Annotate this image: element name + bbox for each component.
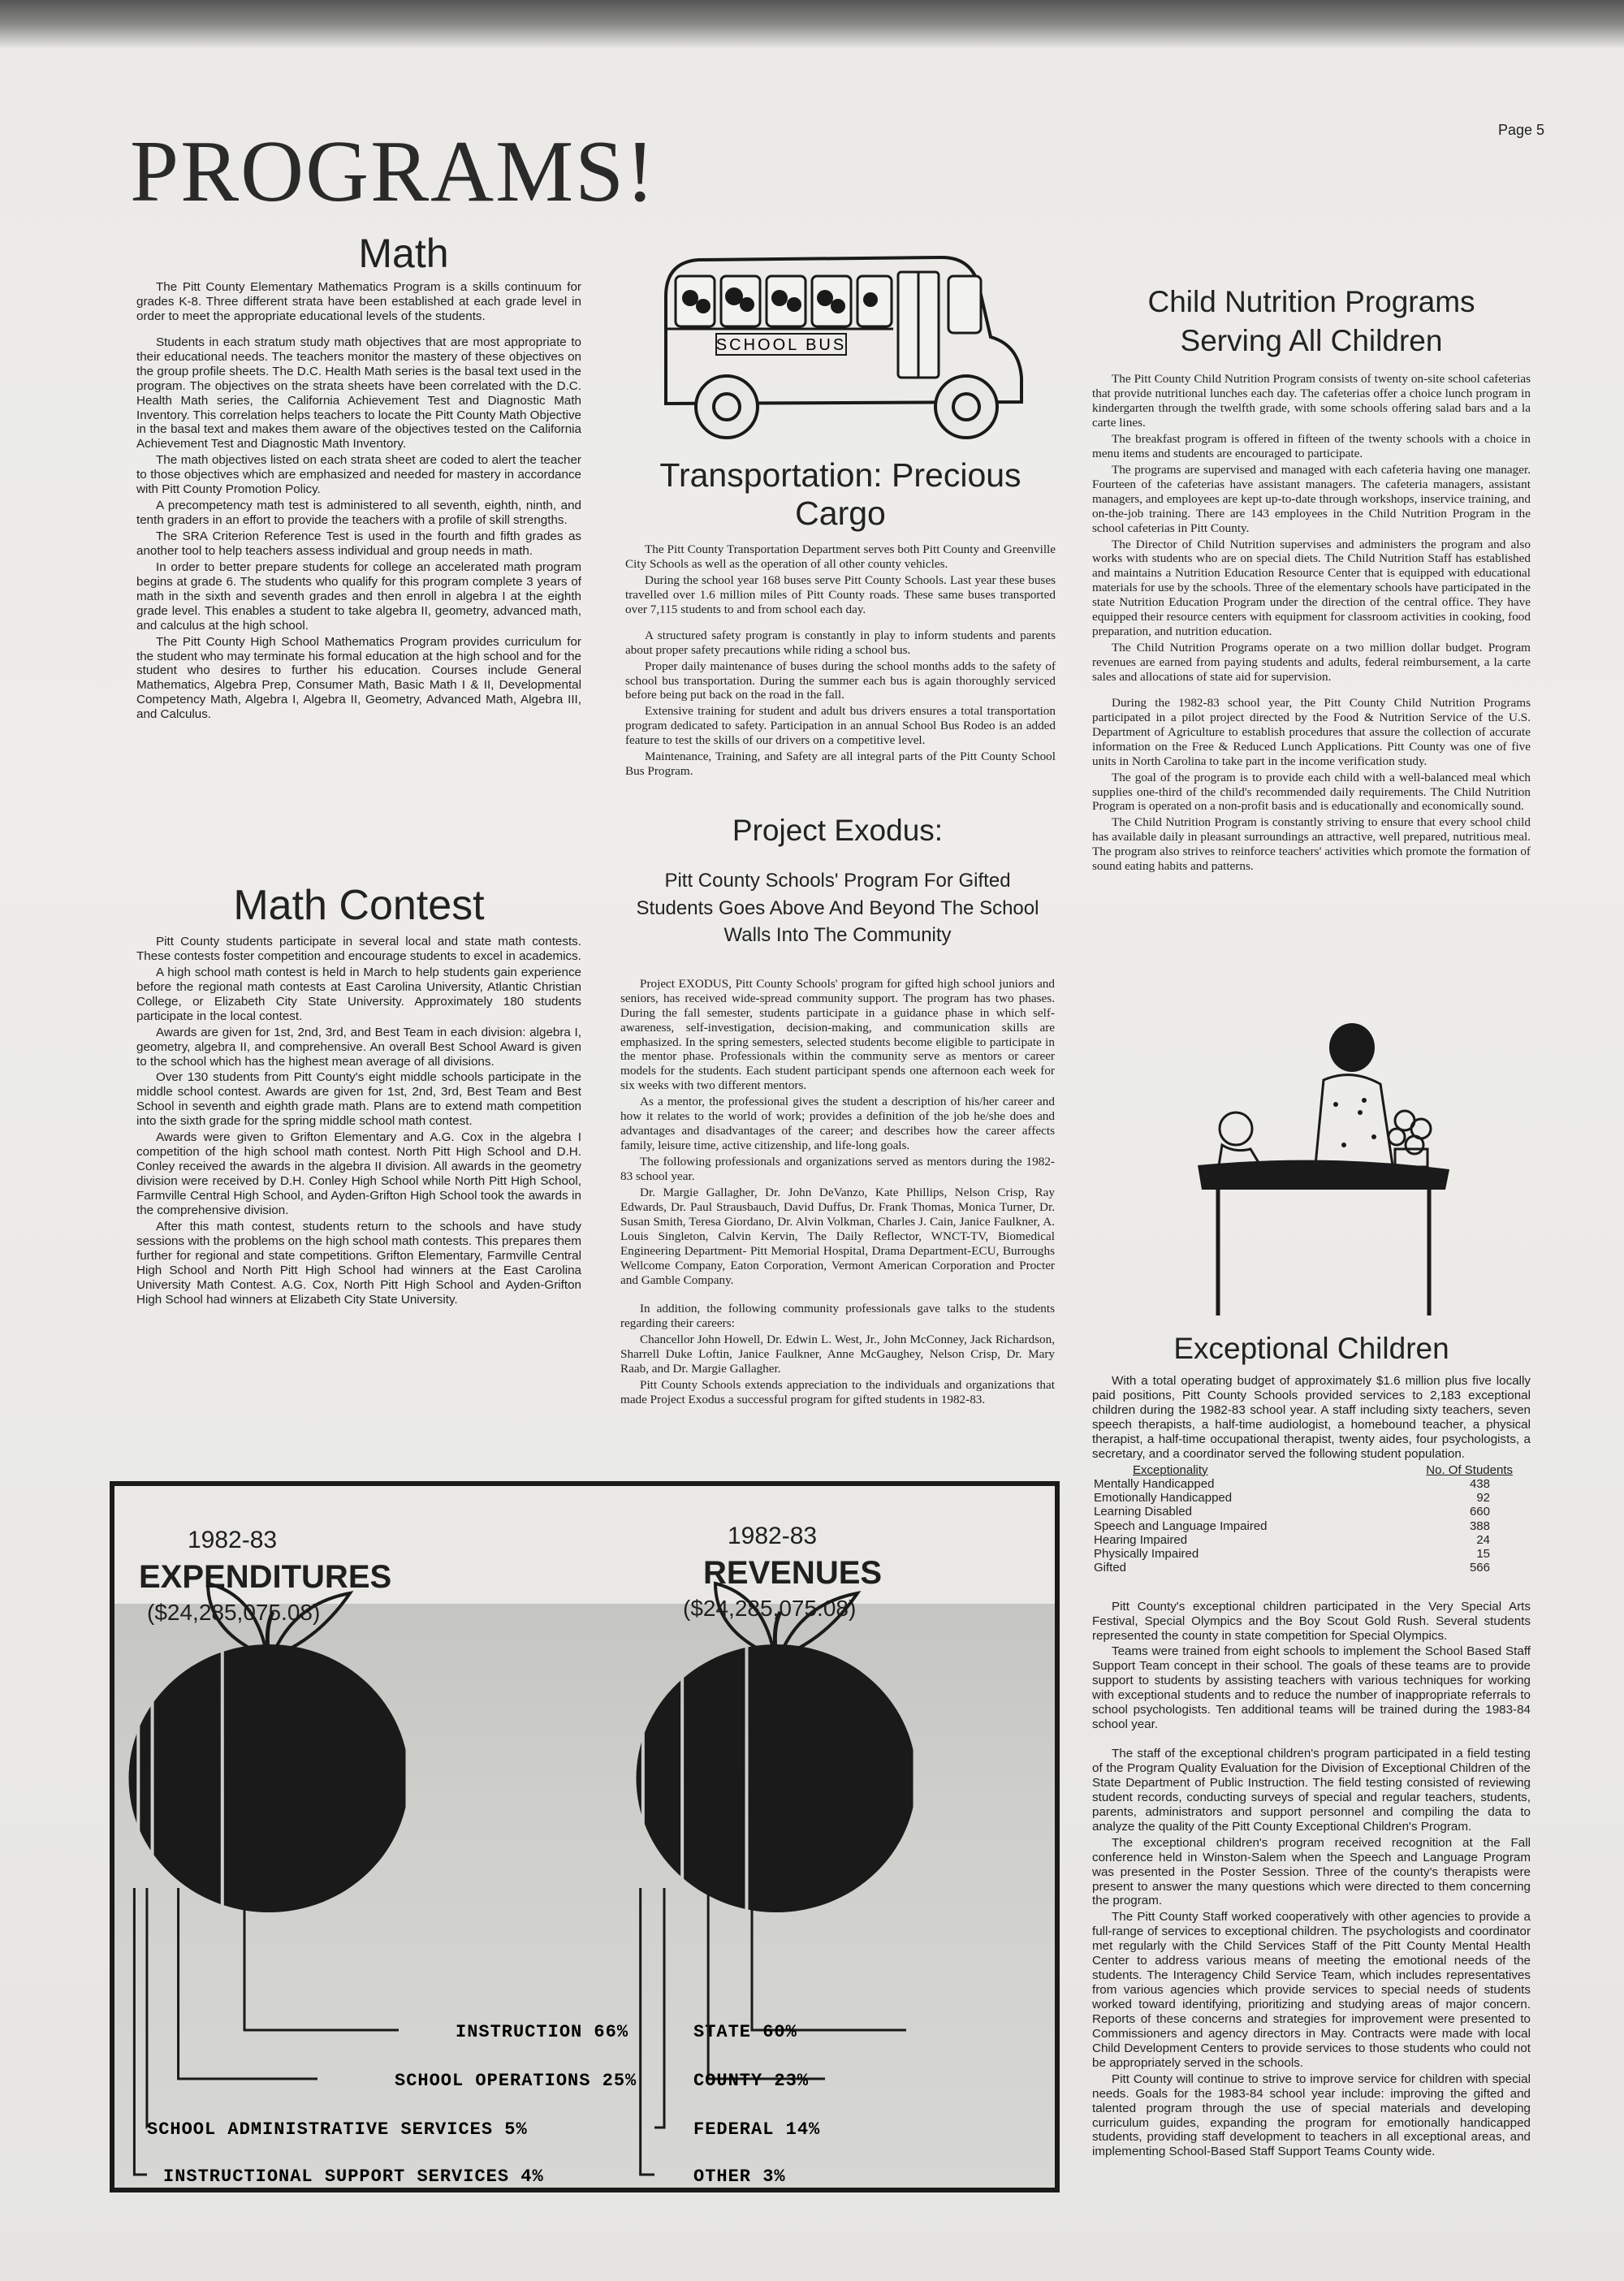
nutrition-heading: Child Nutrition Programs Serving All Children [1147, 285, 1475, 358]
expenditures-leader-line [179, 1888, 317, 2079]
transportation-body [625, 542, 1056, 779]
nutrition-paragraph: During the 1982-83 school year, the Pitt County Child Nutrition Programs participated in a pilot project directed by the Food & Nutrition Service of the U.S. Department of Agriculture to establish procedures that assure the collection of accurate information on the Free & Reduced Lunch Applications. Pitt County was one of five units in North Carolina to take part in the income verification study. [1092, 695, 1531, 768]
math-paragraph: The Pitt County Elementary Mathematics Program is a skills continuum for grades K-8. Three different strata have been established at each grade level in order to meet the appropriate educational levels of the students. [136, 280, 581, 323]
table-row [1092, 1477, 1514, 1491]
revenues-leader-line [708, 1888, 825, 2079]
transportation-paragraph: Maintenance, Training, and Safety are all integral parts of the Pitt County School Bus Program. [625, 750, 1056, 779]
transportation-article [625, 456, 1056, 780]
exodus-paragraph: In addition, the following community professionals gave talks to the students regarding their careers: [620, 1302, 1055, 1331]
math-paragraph: The math objectives listed on each strata sheet are coded to alert the teacher to those objectives which are emphasized and needed for mastery in accordance with Pitt County Promotion Policy. [136, 453, 581, 497]
student-count: 566 [1469, 1561, 1490, 1575]
transportation-paragraph: Proper daily maintenance of buses during the school months adds to the safety of school bus transportation. During the summer each bus is again thoroughly serviced before being put back on the road in the fall. [625, 659, 1056, 702]
revenues-title: REVENUES [703, 1555, 883, 1591]
nutrition-paragraph: The breakfast program is offered in fifteen of the twenty schools with a choice in menu items and students are encouraged to participate. [1092, 431, 1531, 460]
exodus-paragraph: Dr. Margie Gallagher, Dr. John DeVanzo, Kate Phillips, Nelson Crisp, Ray Edwards, Dr. Paul Strausbauch, David Duffus, Dr. Frank Thomas, Monica Turner, Dr. Susan Smith, Teresa Giordano, Dr. Alvin Volkman, Charles J. Cain, Janice Faulkner, A. Louis Singleton, Calvin Kervin, The Daily Reflector, WNCT-TV, Biomedical Engineering Department- Pitt Memorial Hospital, Drama Department-ECU, Burroughs Wellcome Company, Eaton Corporation, Vermont American Corporation and Procter and Gamble Company. [620, 1185, 1055, 1287]
exodus-body [620, 977, 1055, 1407]
transportation-paragraph: During the school year 168 buses serve Pitt County Schools. Last year these buses travelled over 1.6 million miles of Pitt County roads. These same buses transported over 7,115 students to and from school each day. [625, 572, 1056, 616]
math-paragraph: The SRA Criterion Reference Test is used in the fourth and fifth grades as another tool to help teachers assess individual and group needs in math. [136, 529, 581, 558]
nutrition-paragraph: The Child Nutrition Programs operate on a two million dollar budget. Program revenues are earned from paying students and adults, federal reimbursement, a la carte sales and allocations of state aid for supervision. [1092, 641, 1531, 684]
bus-sign: SCHOOL BUS [715, 336, 847, 354]
math-contest-heading: Math Contest [233, 882, 485, 929]
expenditures-year: 1982-83 [188, 1527, 278, 1553]
expenditures-slice [129, 1632, 137, 1925]
exceptional-body [1092, 1374, 1531, 2159]
student-count: 24 [1476, 1532, 1490, 1547]
math-contest-paragraph: Pitt County students participate in several local and state math contests. These contests foster competition and encourage students to excel in academics. [136, 935, 581, 963]
math-paragraph: In order to better prepare students for college an accelerated math program begins at grade 6. The students who qualify for this program complete 3 years of math in the sixth and seventh grades and then enroll in algebra I at the eighth grade level. This enables a student to take algebra II, geometry, advanced math, and calculus at the high school. [136, 559, 581, 633]
transportation-heading: Transportation: Precious Cargo [659, 456, 1021, 532]
math-contest-body [136, 935, 581, 1307]
exodus-paragraph: As a mentor, the professional gives the student a description of his/her career and how it relates to the world of work; provides a definition of the job he/she does and advantages and disadvantages of the career; and describes how the career affects family, leisure time, active citizenship, and life-long goals. [620, 1095, 1055, 1153]
math-contest-paragraph: A high school math contest is held in March to help students gain experience before the regional math contests at East Carolina University, Atlantic Christian College, or Elizabeth City State University. Approximately 180 students participate in the local contest. [136, 965, 581, 1023]
exceptionality-label: Physically Impaired [1094, 1547, 1199, 1562]
exceptional-paragraph: The exceptional children's program received recognition at the Fall conference held in Winston-Salem when the Speech and Language Program was presented in the Poster Session. Three of the county's therapists were present to answer the many questions which were directed to them concerning the program. [1092, 1835, 1531, 1908]
exodus-article [620, 814, 1055, 1409]
table-header-exceptionality: Exceptionality [1133, 1462, 1208, 1477]
student-count: 660 [1469, 1505, 1490, 1519]
math-contest-paragraph: Awards were given to Grifton Elementary and A.G. Cox in the algebra I competition of the high school math contest. North Pitt High School and D.H. Conley received the awards in the algebra II division. All awards in the geometry division were received by D.H. Conley High School while North Pitt High School, Farmville Central High School, and Ayden-Grifton High School took the awards in the comprehensive division. [136, 1130, 581, 1217]
exceptional-intro: With a total operating budget of approximately $1.6 million plus five locally paid positions, Pitt County Schools provided services to 2,183 exceptional children during the 1982-83 school year. A staff including sixty teachers, seven speech therapists, a half-time audiologist, a homebound teacher, a physical therapist, a half-time occupational therapist, twenty aides, four psychologists, a secretary, and a coordinator served the following student population. [1092, 1374, 1531, 1461]
expenditures-leader-line [134, 1888, 147, 2175]
math-paragraph: Students in each stratum study math objectives that are most appropriate to their educational needs. The teachers monitor the mastery of these objectives on the group profile sheets. The D.C. Health Math series is the basal text used in the program. The objectives on the strata sheets have been correlated with the D.C. Health Math series, the California Achievement Test and Diagnostic Math Inventory. This correlation helps teachers to locate the Pitt County Math Objective in the basal text and makes them aware of the objectives tested on the California Achievement Test and Diagnostic Math Inventory. [136, 335, 581, 451]
expenditures-slice [140, 1632, 150, 1925]
expenditures-legend-label: SCHOOL ADMINISTRATIVE SERVICES 5% [147, 2119, 528, 2140]
exceptionality-label: Emotionally Handicapped [1094, 1491, 1233, 1506]
revenues-slice [684, 1632, 745, 1925]
table-header-count: No. Of Students [1426, 1462, 1513, 1477]
apple-charts-svg [114, 1486, 1055, 2188]
student-count: 438 [1469, 1476, 1490, 1491]
exodus-heading: Project Exodus: [732, 814, 944, 847]
math-contest-article [136, 881, 581, 1308]
transportation-paragraph: Extensive training for student and adult bus drivers ensures a total transportation program dedicated to safety. Participation in an annual School Bus Rodeo is an added feature to test the skills of our drivers on a competitive level. [625, 704, 1056, 748]
table-row [1092, 1505, 1514, 1519]
exceptionality-label: Mentally Handicapped [1094, 1476, 1215, 1491]
nutrition-paragraph: The programs are supervised and managed with each cafeteria having one manager. Fourteen of the cafeterias have assistant managers. The cafeteria managers, assistant managers, and employees are kept up-to-date through workshops, inservice training, and on-the-job training. There are 143 employees in the Child Nutrition Program in the school cafeterias in Pitt County. [1092, 462, 1531, 535]
revenues-legend-label: STATE 60% [693, 2022, 797, 2042]
table-row [1092, 1519, 1514, 1533]
math-contest-paragraph: After this math contest, students return to the schools and have study sessions with the problems on the high school math contests. This prepares them further for regional and state competitions. Grifton Elementary, Farmville Central High School and North Pitt High School had winners at the East Carolina University Math Contest. A.G. Cox, North Pitt High School and Ayden-Grifton High School had winners at Elizabeth City State University. [136, 1219, 581, 1307]
math-article [136, 230, 581, 724]
student-count: 15 [1476, 1547, 1490, 1562]
exceptional-paragraph: Pitt County's exceptional children participated in the Very Special Arts Festival, Special Olympics and the Boy Scout Gold Rush. Several students represented the county in state competition for Special Olympics. [1092, 1599, 1531, 1643]
exceptionality-label: Speech and Language Impaired [1094, 1519, 1268, 1533]
transportation-paragraph: The Pitt County Transportation Department serves both Pitt County and Greenville City Schools as well as the operation of all other county vehicles. [625, 542, 1056, 571]
exceptional-heading: Exceptional Children [1173, 1332, 1449, 1365]
exceptional-paragraph: The staff of the exceptional children's program participated in a field testing of the Program Quality Evaluation for the Division of Exceptional Children of the State Department of Public Instruction. The field testing consisted of reviewing student records, conducting surveys of special and regular teachers, students, parents, administrators and support personnel and compiling the data to analyze the quality of the Pitt County Exceptional Children's Program. [1092, 1747, 1531, 1834]
masthead-title: PROGRAMS! [130, 123, 657, 220]
math-contest-paragraph: Over 130 students from Pitt County's eight middle schools participate in the middle school contest. Awards are given for 1st, 2nd, 3rd, Best Team and Best School in seventh and eighth grade math. Plans are to extend math competition into the sixth grade for the spring middle school math contest. [136, 1070, 581, 1129]
math-contest-paragraph: Awards are given for 1st, 2nd, 3rd, and Best Team in each division: algebra I, geometry, algebra II, and comprehensive. An overall Best School Award is given to the school which has the highest mean average of all divisions. [136, 1025, 581, 1069]
expenditures-legend-label: SCHOOL OPERATIONS 25% [395, 2071, 637, 2091]
nutrition-article [1092, 283, 1531, 875]
revenues-slice [637, 1632, 641, 1925]
exceptional-paragraph: Pitt County will continue to strive to improve service for children with special needs. Goals for the 1983-84 school year include: improving the gifted and talented program through the use of special materials and developing curriculum guides, expanding the program for emotionally handicapped students, providing staff development to teachers in all exceptional areas, and implementing School-Based Staff Support Teams County wide. [1092, 2071, 1531, 2159]
expenditures-title: EXPENDITURES [139, 1559, 392, 1595]
exceptional-paragraph: The Pitt County Staff worked cooperatively with other agencies to provide a full-range of services to exceptional children. The psychologists and coordinator met regularly with the Child Services Staff of the Pitt County Mental Health Center to address various means of meeting the emotional needs of the students. The Interagency Child Service Team, which includes representatives from various agencies which provide services to special needs of students worked toward identifying, prioritizing and studying areas of major concern. Reports of these concerns and strategies for improvement were presented to Commissioners and agency directors in May. Contracts were made with local Child Development Centers to provide services to those students who could not be appropriately served in the schools. [1092, 1910, 1531, 2070]
exceptional-paragraph: Teams were trained from eight schools to implement the School Based Staff Support Team concept in their school. The goals of these teams are to provide support to students by assisting teachers with various techniques for working with exceptional students and to reduce the number of inappropriate referrals to school psychologists. Ten additional teams will be trained during the 1983-84 school year. [1092, 1644, 1531, 1732]
student-count: 388 [1469, 1519, 1490, 1533]
expenditures-slice [224, 1632, 406, 1925]
revenues-leader-line [641, 1888, 654, 2175]
table-row [1092, 1533, 1514, 1547]
expenditures-total: ($24,285,075.08) [147, 1600, 321, 1625]
revenues-slice [749, 1632, 914, 1925]
exodus-paragraph: Chancellor John Howell, Dr. Edwin L. West, Jr., John McConney, Jack Richardson, Sharrell Duke Loftin, Janice Faulkner, Anne McGaughey, Nelson Crisp, Dr. Mary Raab, and Dr. Margie Gallagher. [620, 1333, 1055, 1376]
budget-charts-box [110, 1481, 1060, 2192]
school-bus-illustration [650, 248, 1031, 447]
exodus-subheading: Pitt County Schools' Program For Gifted Students Goes Above And Beyond The School Walls Into The Community [636, 870, 1039, 947]
exodus-paragraph: Pitt County Schools extends appreciation to the individuals and organizations that made Project Exodus a successful program for gifted students in 1982-83. [620, 1378, 1055, 1407]
nutrition-paragraph: The goal of the program is to provide each child with a well-balanced meal which supplies one-third of the child's recommended daily requirements. The Child Nutrition Program is operated on a non-profit basis and is educationally and economically sound. [1092, 770, 1531, 814]
revenues-slice [645, 1632, 680, 1925]
math-body [136, 280, 581, 722]
exodus-paragraph: Project EXODUS, Pitt County Schools' program for gifted high school juniors and seniors, has received wide-spread community support. The program has two phases. During the fall semester, students participate in a guidance phase in which self-awareness, self-investigation, decision-making, and communication skills are emphasized. In the spring semesters, selected students become eligible to participate in the mentor phase. Professionals within the community serve as mentors or career models for the students. Each student participant spends one afternoon each week for six weeks with two different mentors. [620, 976, 1055, 1093]
nutrition-paragraph: The Child Nutrition Program is constantly striving to ensure that every school child has available daily in pleasant surroundings an attractive, well prepared, nutritious meal. The program also strives to reinforce teachers' activities which promote the formation of sound eating habits and patterns. [1092, 815, 1531, 874]
nutrition-paragraph: The Director of Child Nutrition supervises and administers the program and also works with students who are on special diets. The Child Nutrition Staff has established and maintains a Nutrition Education Resource Center that is equipped with educational materials for use by the schools. Three of the elementary schools have participated in the state Nutrition Education Program under the direction of the central office. They have equipped their resource centers with equipment for classroom activities in cooking, food preparation, and nutrition education. [1092, 537, 1531, 639]
revenues-legend-label: OTHER 3% [693, 2167, 786, 2187]
exceptionality-label: Gifted [1094, 1561, 1127, 1575]
table-row [1092, 1561, 1514, 1575]
exceptionality-table [1092, 1463, 1514, 1575]
expenditures-legend-label: INSTRUCTIONAL SUPPORT SERVICES 4% [163, 2167, 544, 2187]
exceptional-article [1092, 1332, 1531, 2161]
revenues-legend-label: FEDERAL 14% [693, 2119, 821, 2140]
nutrition-paragraph: The Pitt County Child Nutrition Program consists of twenty on-site school cafeterias that provide nutritional lunches each day. The cafeterias offer a choice lunch program in kindergarten through the twelfth grade, with some schools offering salad bars and a la carte lines. [1092, 372, 1531, 430]
revenues-year: 1982-83 [728, 1523, 818, 1549]
revenues-legend-label: COUNTY 23% [693, 2071, 810, 2091]
revenues-leader-line [654, 1888, 664, 2128]
math-heading: Math [358, 231, 449, 276]
expenditures-slice [154, 1632, 221, 1925]
exceptionality-label: Hearing Impaired [1094, 1532, 1188, 1547]
math-paragraph: A precompetency math test is administered to all seventh, eighth, ninth, and tenth graders in an effort to provide the teachers with a profile of skill strengths. [136, 499, 581, 528]
page-number: Page 5 [1498, 122, 1545, 138]
student-count: 92 [1476, 1491, 1490, 1506]
revenues-total: ($24,285,075.08) [683, 1596, 857, 1621]
transportation-paragraph: A structured safety program is constantly in play to inform students and parents about proper safety precautions while riding a school bus. [625, 628, 1056, 657]
expenditures-legend-label: INSTRUCTION 66% [456, 2022, 629, 2042]
nutrition-body [1092, 372, 1531, 874]
exceptionality-label: Learning Disabled [1094, 1505, 1192, 1519]
table-row [1092, 1547, 1514, 1561]
exodus-paragraph: The following professionals and organizations served as mentors during the 1982-83 school year. [620, 1155, 1055, 1183]
table-row [1092, 1491, 1514, 1505]
math-paragraph: The Pitt County High School Mathematics Program provides curriculum for the student who may terminate his formal education at the high school and for the student who desires to further his education. Courses include General Mathematics, Algebra Prep, Consumer Math, Basic Math I & II, Developmental Competency Math, Algebra I, Algebra II, Geometry, Advanced Math, Algebra III, and Calculus. [136, 634, 581, 722]
cafeteria-illustration [1186, 1023, 1462, 1324]
